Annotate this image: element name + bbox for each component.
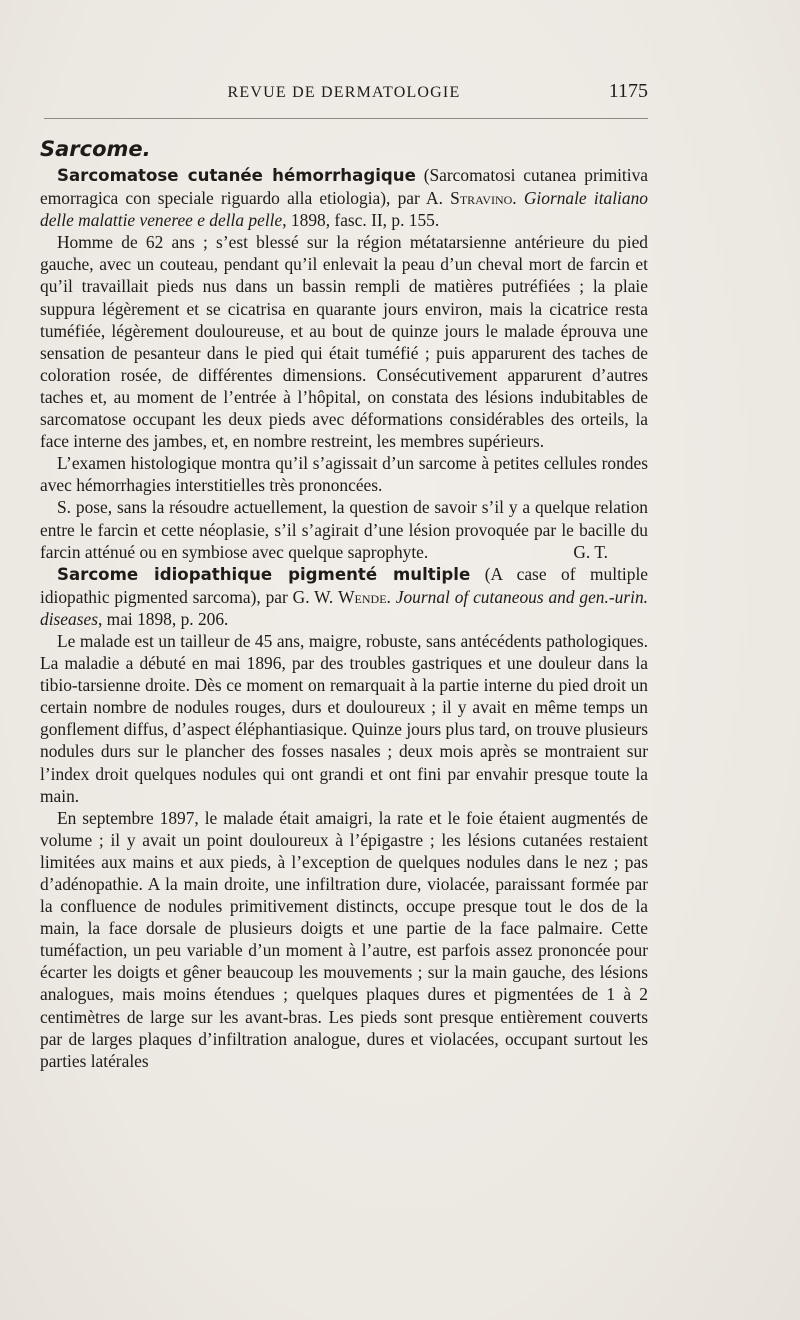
author-name: Wende	[338, 586, 387, 607]
citation-details: , mai 1898, p. 206.	[97, 608, 229, 629]
article-citation	[40, 563, 648, 630]
article-paragraph: L’examen histologique montra qu’il s’agissait d’un sarcome à petites cellules rondes avec hémorrhagies interstitielles très prononcées.	[40, 453, 648, 496]
journal-title: Journal of cutaneous and gen.-urin. diseases	[40, 586, 648, 629]
main-text	[40, 134, 648, 1072]
article-title: Sarcome idiopathique pigmenté multiple	[57, 564, 471, 584]
article-paragraph: Homme de 62 ans ; s’est blessé sur la région métatarsienne antérieure du pied gauche, avec un couteau, pendant qu’il enlevait la peau d’un cheval mort de farcin et qu’il travaillait pieds nus dans un bassin rempli de matières putréfiées ; la plaie suppura légèrement et se cicatrisa en quarante jours environ, mais la cicatrice resta tuméfiée, légèrement douloureuse, et au bout de quinze jours le malade éprouva une sensation de pesanteur dans le pied qui était tuméfié ; puis apparurent des taches de coloration rosée, de différentes dimensions. Consécutivement apparurent d’autres taches et, au moment de l’entrée à l’hôpital, on constata des lésions indubitables de sarcomatose occupant les deux pieds avec déformations considérables des orteils, la face interne des jambes, et, en nombre restreint, les membres supérieurs.	[40, 232, 648, 452]
author-name: Stravino	[450, 188, 513, 209]
citation-text: (A case of multiple idiopathic pigmented sarcoma), par G. W.	[40, 563, 648, 607]
article-paragraph-with-signature	[40, 496, 648, 562]
article-paragraph: Le malade est un tailleur de 45 ans, maigre, robuste, sans antécédents pathologiques. La maladie a débuté en mai 1896, par des troubles gastriques et une douleur dans la tibio-tarsienne droite. Dès ce moment on remarquait à la partie interne du pied droit un certain nombre de nodules rouges, durs et douloureux ; il y avait en même temps un gonflement diffus, d’aspect éléphantiasique. Quinze jours plus tard, on trouve plusieurs nodules durs sur le plancher des fosses nasales ; deux mois après se montraient sur l’index droit quelques nodules qui ont grandi et ont fini par envahir presque toute la main.	[40, 630, 648, 806]
citation-text: (Sarcomatosi cutanea primitiva emorragica con speciale riguardo alla etiologia), par A.	[40, 165, 649, 209]
section-title: Sarcome.	[40, 137, 151, 161]
citation-separator: .	[512, 188, 524, 209]
article-paragraph: En septembre 1897, le malade était amaigri, la rate et le foie étaient augmentés de volume ; il y avait un point douloureux à l’épigastre ; les lésions cutanées restaient limitées aux mains et aux pieds, à l’exception de quelques nodules dans le nez ; pas d’adénopathie. A la main droite, une infiltration dure, violacée, paraissant formée par la confluence de nodules primitivement distincts, occupe presque tout le dos de la main, la face dorsale de plusieurs doigts et une partie de la face palmaire. Cette tuméfaction, un peu variable d’un moment à l’autre, est parfois assez prononcée pour écarter les doigts et gêner beaucoup les mouvements ; sur la main gauche, des lésions analogues, mais moins étendues ; quelques plaques dures et pigmentées de 1 à 2 centimètres de large sur les avant-bras. Les pieds sont presque entièrement couverts par de larges plaques d’infiltration analogue, dures et violacées, occupant surtout les parties latérales	[40, 807, 648, 1071]
header-rule	[44, 118, 648, 119]
reviewer-signature: G. T.	[573, 541, 608, 562]
running-title: REVUE DE DERMATOLOGIE	[227, 84, 461, 101]
article-title: Sarcomatose cutanée hémorrhagique	[57, 166, 416, 185]
running-head	[40, 80, 648, 106]
page-number: 1175	[608, 80, 648, 102]
citation-details: , 1898, fasc. II, p. 155.	[282, 210, 440, 231]
article-citation	[40, 164, 648, 231]
citation-separator: .	[386, 586, 396, 607]
journal-title: Giornale italiano delle malattie veneree e della pelle	[40, 188, 648, 231]
paragraph-text: S. pose, sans la résoudre actuellement, la question de savoir s’il y a quelque relation entre le farcin et cette néoplasie, s’il s’agirait d’une lésion provoquée par le bacille du farcin atténué ou en symbiose avec quelque saprophyte.	[40, 497, 648, 562]
